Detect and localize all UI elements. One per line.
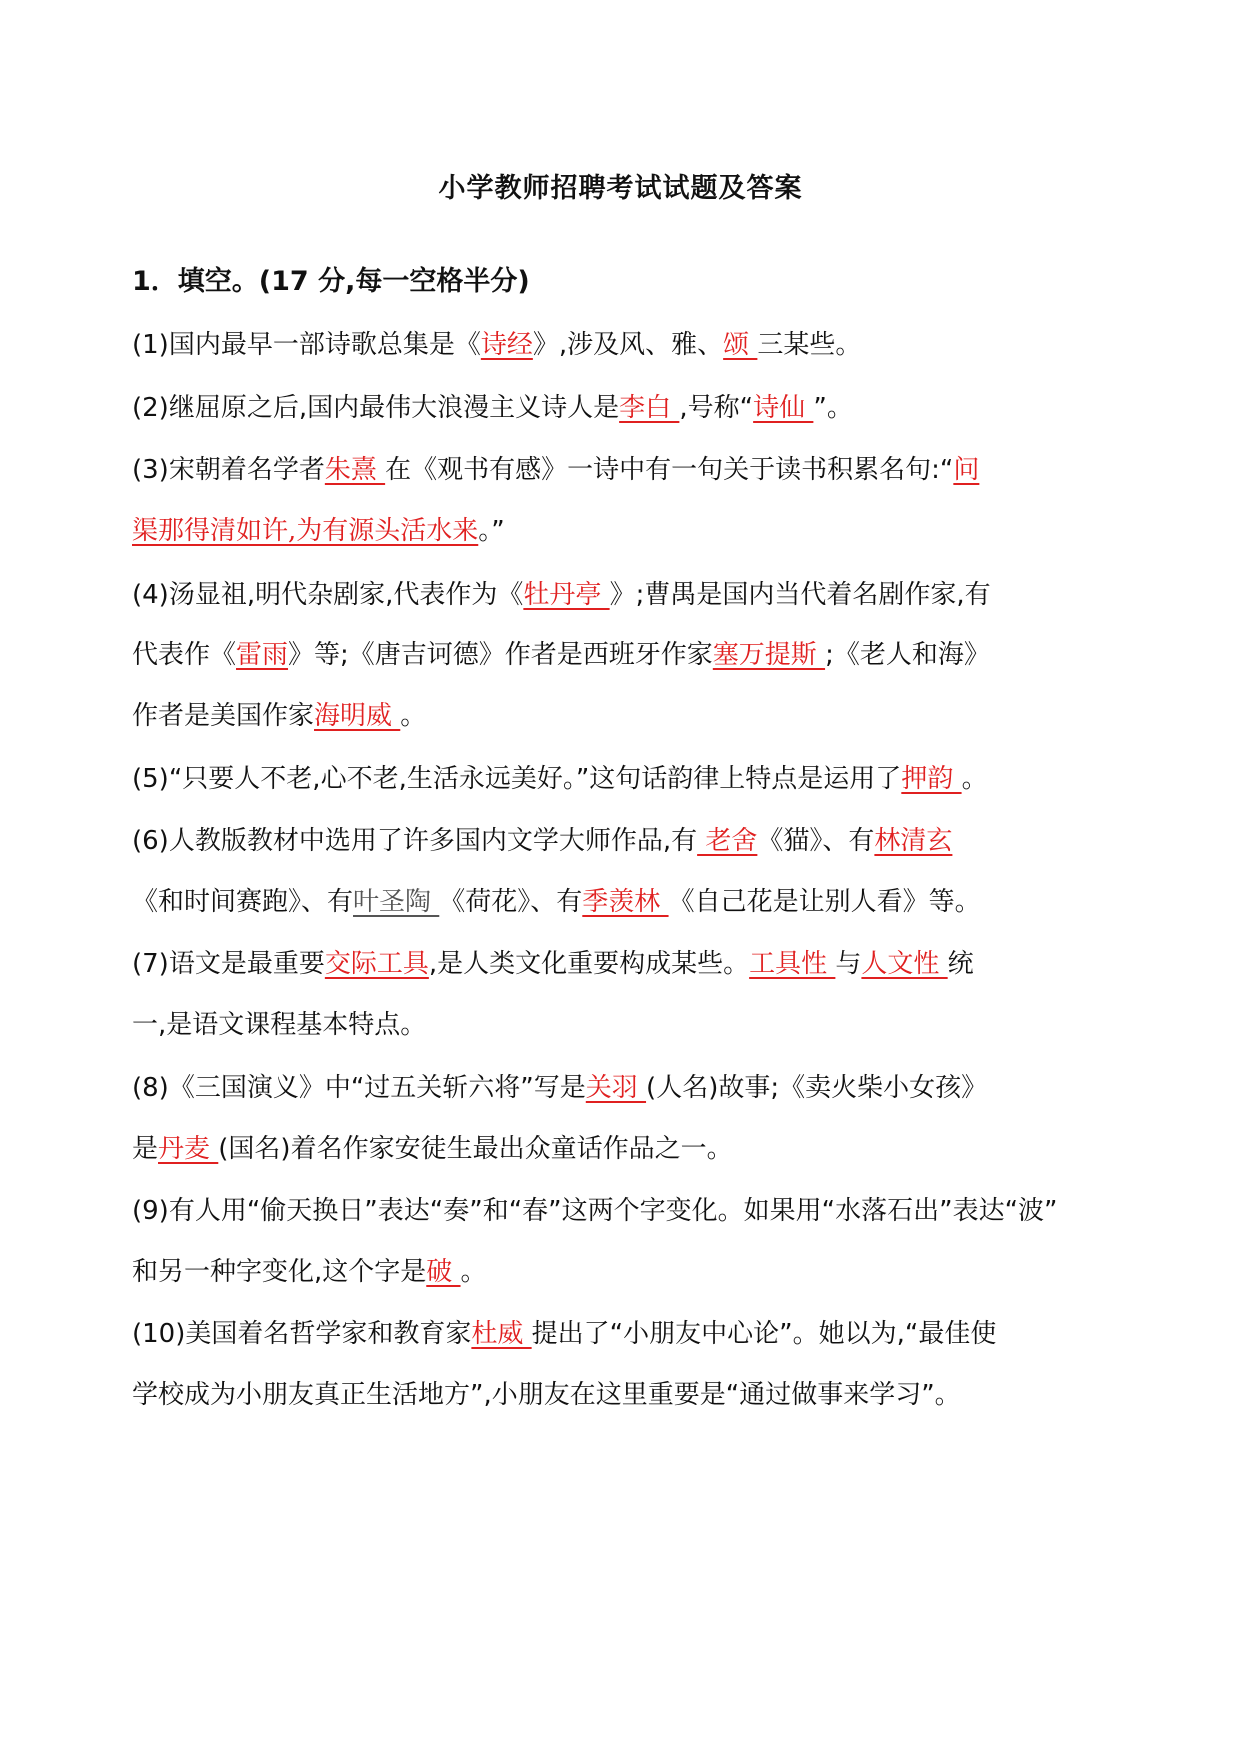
answer-fill: 人文性 — [861, 949, 948, 979]
answer-fill: 破 — [426, 1257, 461, 1287]
answer-fill: 林清玄 — [874, 826, 953, 856]
text-line — [132, 1252, 487, 1292]
text-line — [132, 450, 979, 490]
answer-fill: 交际工具 — [324, 949, 429, 979]
question-text: (4)汤显祖,明代杂剧家,代表作为《 — [132, 580, 524, 610]
question-text: 。 — [961, 764, 988, 794]
question-text: 代表作《 — [132, 640, 237, 670]
question-text: (7)语文是最重要 — [132, 949, 325, 979]
question-text: 统 — [947, 949, 974, 979]
question-text: 学校成为小朋友真正生活地方”,小朋友在这里重要是“通过做事来学习”。 — [132, 1380, 961, 1410]
answer-fill: 杜威 — [471, 1319, 532, 1349]
question-text: (5)“只要人不老,心不老,生活永远美好。”这句话韵律上特点是运用了 — [132, 764, 902, 794]
question-text: ,号称“ — [679, 393, 754, 423]
question-text: (9)有人用“偷天换日”表达“奏”和“春”这两个字变化。如果用“水落石出”表达“波” — [132, 1196, 1058, 1226]
answer-fill: 雷雨 — [236, 640, 289, 670]
answer-fill: 押韵 — [901, 764, 962, 794]
question-text: (人名)故事;《卖火柴小女孩》 — [646, 1073, 988, 1103]
question-text: 。 — [400, 701, 427, 731]
text-line — [132, 1129, 733, 1169]
question-text: 》,涉及风、雅、 — [532, 330, 724, 360]
question-text: 》等;《唐吉诃德》作者是西班牙作家 — [288, 640, 713, 670]
answer-fill: 诗经 — [480, 330, 533, 360]
document-title: 小学教师招聘考试试题及答案 — [438, 173, 803, 204]
question-text: 与 — [835, 949, 862, 979]
answer-fill: 塞万提斯 — [712, 640, 826, 670]
question-text: 《猫》、有 — [757, 826, 875, 856]
text-line — [132, 1375, 961, 1415]
text-line — [132, 821, 952, 861]
question-text: 提出了“小朋友中心论”。她以为,“最佳使 — [531, 1319, 997, 1349]
text-line — [132, 388, 853, 428]
question-text: 《和时间赛跑》、有 — [132, 887, 354, 917]
question-text: 和另一种字变化,这个字是 — [132, 1257, 427, 1287]
question-text: 。 — [460, 1257, 487, 1287]
section-heading: 1．填空。(17 分,每一空格半分) — [132, 266, 530, 297]
question-text: 作者是美国作家 — [132, 701, 315, 731]
text-line — [132, 759, 988, 799]
answer-fill: 问 — [953, 455, 980, 485]
question-text: (国名)着名作家安徒生最出众童话作品之一。 — [218, 1134, 733, 1164]
text-line — [132, 511, 505, 551]
question-text: 。” — [478, 516, 505, 546]
text-line — [132, 1005, 426, 1045]
text-line — [132, 325, 861, 365]
text-line — [132, 1068, 987, 1108]
question-text: 》;曹禺是国内当代着名剧作家,有 — [609, 580, 991, 610]
answer-fill: 工具性 — [749, 949, 836, 979]
answer-fill: 老舍 — [697, 826, 758, 856]
answer-fill: 牡丹亭 — [523, 580, 610, 610]
question-text: ;《老人和海》 — [825, 640, 990, 670]
text-line — [132, 696, 426, 736]
answer-fill: 丹麦 — [158, 1134, 219, 1164]
answer-fill: 叶圣陶 — [353, 887, 440, 917]
text-line — [132, 882, 981, 922]
text-line — [132, 1191, 1058, 1231]
question-text: (8)《三国演义》中“过五关斩六将”写是 — [132, 1073, 586, 1103]
question-text: (2)继屈原之后,国内最伟大浪漫主义诗人是 — [132, 393, 620, 423]
question-text: 三某些。 — [757, 330, 862, 360]
question-text: ,是人类文化重要构成某些。 — [428, 949, 750, 979]
text-line — [132, 635, 990, 675]
answer-fill: 海明威 — [314, 701, 401, 731]
question-text: 是 — [132, 1134, 159, 1164]
question-text: 《荷花》、有 — [439, 887, 583, 917]
question-text: (3)宋朝着名学者 — [132, 455, 325, 485]
answer-fill: 李白 — [619, 393, 680, 423]
text-line — [132, 944, 974, 984]
answer-fill: 季羡林 — [582, 887, 669, 917]
answer-fill: 朱熹 — [324, 455, 386, 485]
answer-fill: 渠那得清如许,为有源头活水来 — [132, 516, 479, 546]
question-text: 《自己花是让别人看》等。 — [668, 887, 981, 917]
question-text: (6)人教版教材中选用了许多国内文学大师作品,有 — [132, 826, 698, 856]
text-line — [132, 575, 991, 615]
question-text: (10)美国着名哲学家和教育家 — [132, 1319, 472, 1349]
text-line — [132, 1314, 996, 1354]
question-text: 在《观书有感》一诗中有一句关于读书积累名句:“ — [385, 455, 954, 485]
question-text: (1)国内最早一部诗歌总集是《 — [132, 330, 481, 360]
answer-fill: 关羽 — [585, 1073, 647, 1103]
answer-fill: 颂 — [723, 330, 758, 360]
answer-fill: 诗仙 — [753, 393, 814, 423]
question-text: ”。 — [813, 393, 853, 423]
question-text: 一,是语文课程基本特点。 — [132, 1010, 427, 1040]
